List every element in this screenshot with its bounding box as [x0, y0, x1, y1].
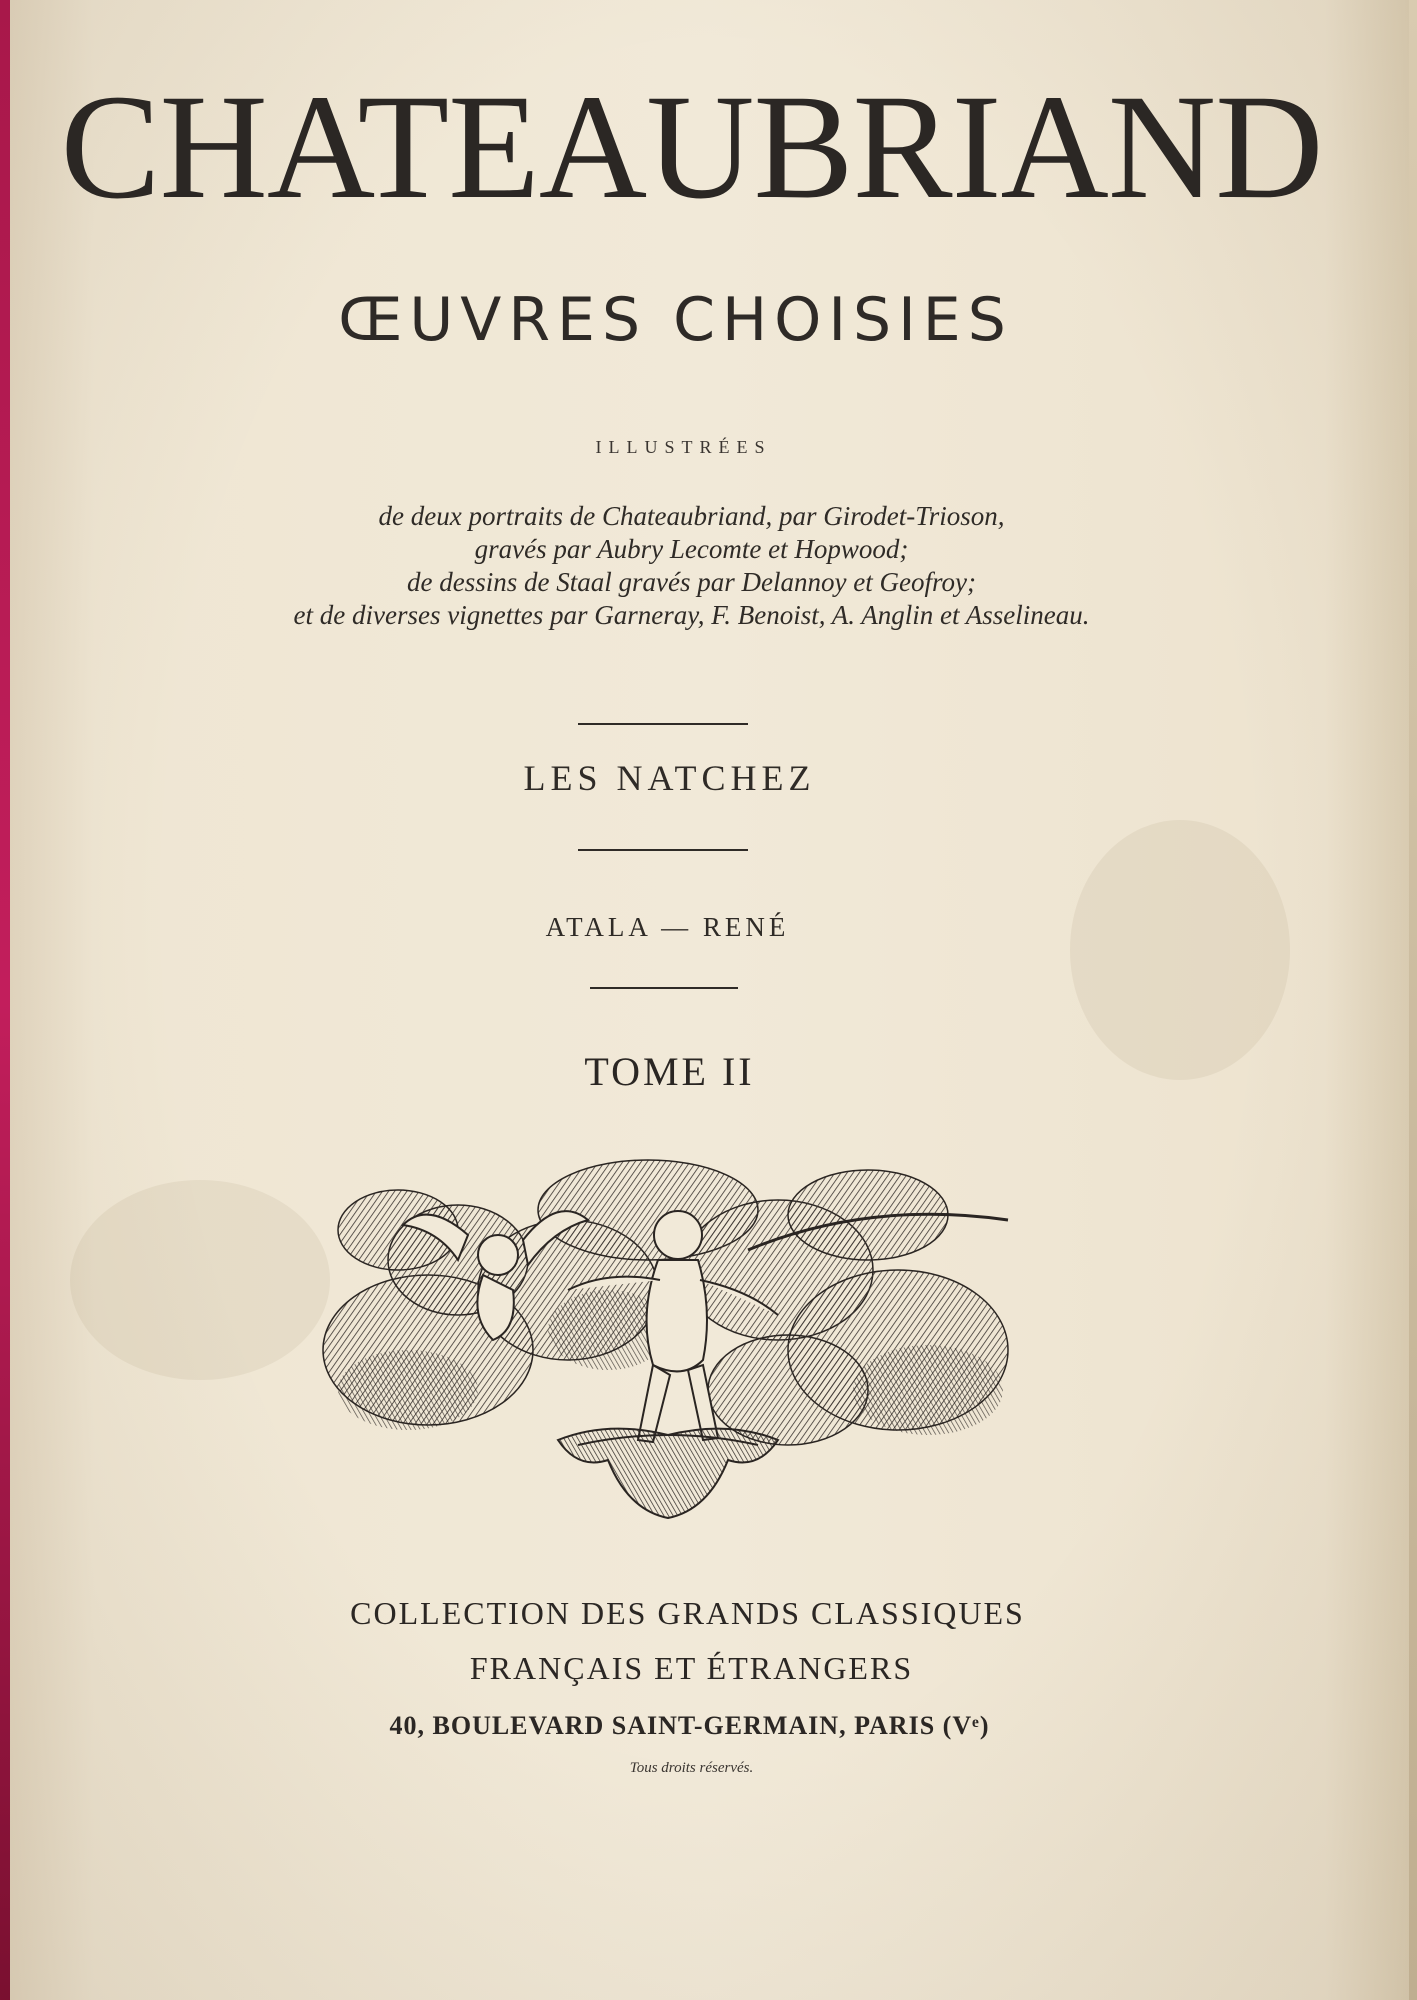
credit-line: de dessins de Staal gravés par Delannoy et Geofroy; [407, 567, 976, 597]
page-edge [1409, 0, 1417, 2000]
paper-stain [70, 1180, 330, 1380]
publisher-collection: COLLECTION DES GRANDS CLASSIQUES [350, 1595, 1025, 1631]
divider-rule [578, 849, 748, 851]
credit-line: et de diverses vignettes par Garneray, F. Benoist, A. Anglin et Asselineau. [293, 600, 1090, 630]
divider-rule [578, 723, 748, 725]
rights-notice: Tous droits réservés. [629, 1760, 754, 1776]
collection-title: ŒUVRES CHOISIES [338, 285, 1013, 355]
engraved-cherub-vignette-icon [308, 1140, 1020, 1522]
title-page [10, 0, 1409, 2000]
illustration-credits [0, 500, 1391, 632]
divider-rule [590, 987, 738, 989]
credit-line: de deux portraits de Chateaubriand, par Girodet-Trioson, [378, 501, 1005, 531]
illustrated-label: ILLUSTRÉES [595, 437, 772, 457]
credit-line: gravés par Aubry Lecomte et Hopwood; [474, 534, 909, 564]
paper-stain [1070, 820, 1290, 1080]
author-name: CHATEAUBRIAND [60, 64, 1323, 230]
publisher-subtitle: FRANÇAIS ET ÉTRANGERS [469, 1650, 914, 1686]
work-title: LES NATCHEZ [523, 758, 816, 798]
volume-number: TOME II [584, 1049, 755, 1094]
companion-works: ATALA — RENÉ [545, 912, 790, 942]
publisher-address: 40, BOULEVARD SAINT-GERMAIN, PARIS (Vᵉ) [389, 1711, 990, 1740]
